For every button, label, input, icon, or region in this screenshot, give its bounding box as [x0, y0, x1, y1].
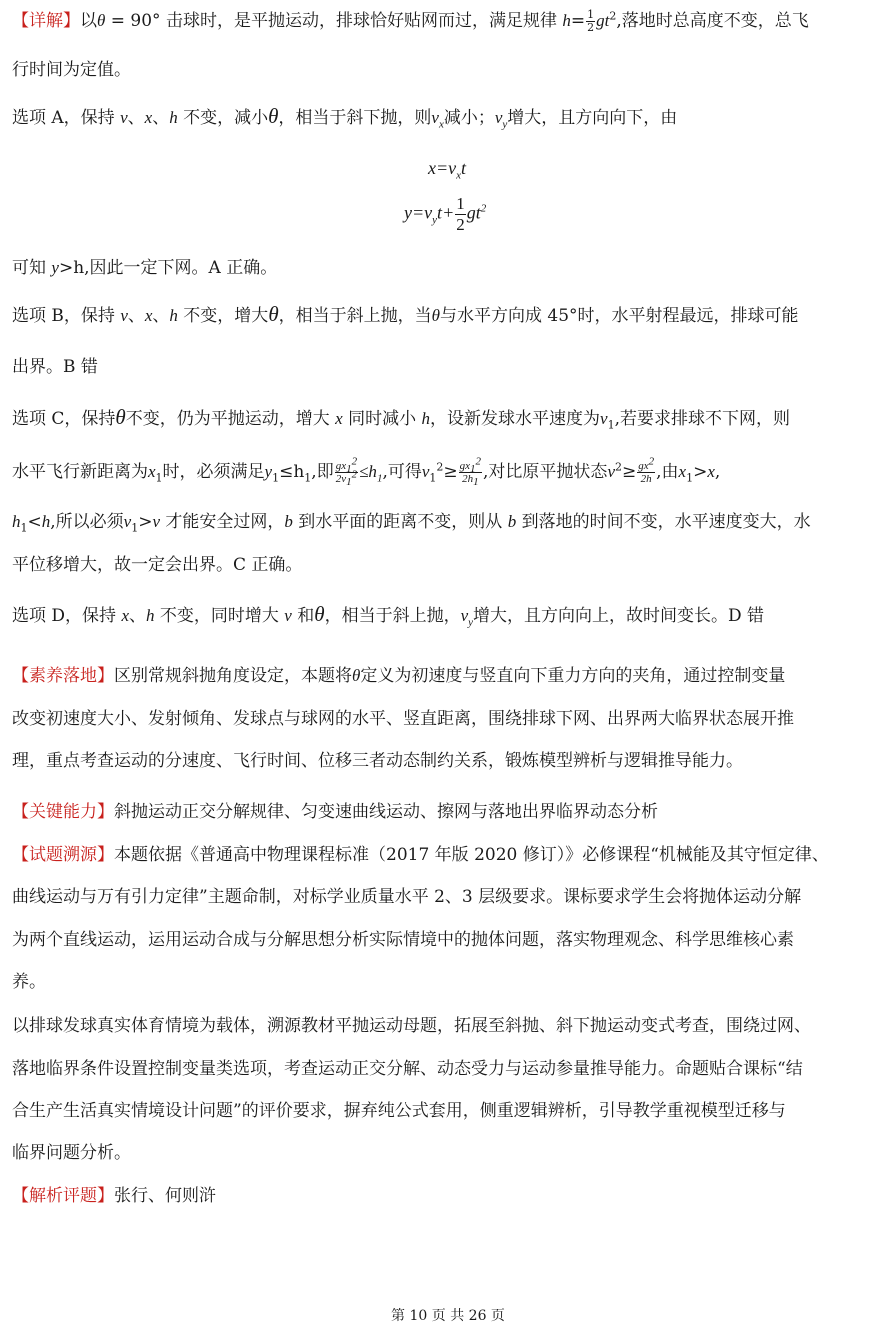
origin-p2-line-2: 落地临界条件设置控制变量类选项，考查运动正交分解、动态受力与运动参量推导能力。命题贴合课标“结 [12, 1059, 803, 1079]
review-line: 【解析评题】张行、何则浒 [12, 1186, 216, 1206]
detail-line-1: 【详解】以θ = 90° 击球时，是平抛运动，排球恰好贴网而过，满足规律 h= $\frac{1}{2}$ $gt^2$,落地时总高度不变，总飞 [12, 8, 809, 34]
option-a-line: 选项 A，保持 v、x、h 不变，减小θ，相当于斜下抛，则$v_x$减小；$v_y$增大，且方向向下，由 [12, 104, 678, 131]
option-d-line: 选项 D，保持 x、h 不变，同时增大 v 和θ，相当于斜上抛，$v_y$增大，且方向向上，故时间变长。D 错 [12, 602, 765, 629]
origin-line-2: 曲线运动与万有引力定律”主题命制，对标学业质量水平 2、3 层级要求。课标要求学生会将抛体运动分解 [12, 887, 802, 907]
option-b-line-2: 出界。B 错 [12, 357, 98, 377]
fraction-gx1-2h1: $\frac{gx_1^2}{2h_1}$ [459, 455, 482, 489]
option-c-line-3: $h_1<h$,所以必须$v_1>v$ 才能安全过网，b 到水平面的距离不变，则从 b 到落地的时间不变，水平速度变大，水 [12, 512, 811, 535]
option-a-conclusion: 可知 y>h,因此一定下网。A 正确。 [12, 258, 278, 278]
page-footer: 第 10 页 共 26 页 [391, 1308, 505, 1324]
detail-line-2: 行时间为定值。 [12, 60, 131, 80]
fraction-gx-2h: $\frac{gx^2}{2h}$ [638, 455, 655, 485]
literacy-tag: 【素养落地】 [12, 666, 114, 686]
origin-tag: 【试题溯源】 [12, 845, 114, 865]
origin-line-4: 养。 [12, 972, 46, 992]
literacy-line-2: 改变初速度大小、发射倾角、发球点与球网的水平、竖直距离，围绕排球下网、出界两大临界状态展开推 [12, 709, 794, 729]
fraction-gx1-2v1: $\frac{gx_1^2}{2v_1^2}$ [335, 455, 358, 489]
formula-y: $y=v_yt+$ $\frac{1}{2}$ $gt^2$ [404, 194, 487, 234]
ability-tag: 【关键能力】 [12, 802, 114, 822]
ability-line: 【关键能力】斜抛运动正交分解规律、匀变速曲线运动、擦网与落地出界临界动态分析 [12, 802, 658, 822]
origin-p2-line-1: 以排球发球真实体育情境为载体，溯源教材平抛运动母题，拓展至斜抛、斜下抛运动变式考查，围绕过网、 [12, 1016, 811, 1036]
origin-p2-line-3: 合生产生活真实情境设计问题”的评价要求，摒弃纯公式套用，侧重逻辑辨析，引导教学重视模型迁移与 [12, 1101, 786, 1121]
option-c-line-4: 平位移增大，故一定会出界。C 正确。 [12, 555, 303, 575]
literacy-line-3: 理，重点考查运动的分速度、飞行时间、位移三者动态制约关系，锻炼模型辨析与逻辑推导能力。 [12, 751, 743, 771]
review-tag: 【解析评题】 [12, 1186, 114, 1206]
fraction-half: $\frac{1}{2}$ [587, 8, 595, 34]
literacy-line-1: 【素养落地】区别常规斜抛角度设定，本题将θ定义为初速度与竖直向下重力方向的夹角，通过控制变量 [12, 666, 786, 686]
option-b-line-1: 选项 B，保持 v、x、h 不变，增大θ，相当于斜上抛，当θ与水平方向成 45°时，水平射程最远，排球可能 [12, 302, 799, 326]
option-c-line-2: 水平飞行新距离为$x_1$时，必须满足$y_1\le h_1$,即 $\frac{gx_1^2}{2v_1^2}$ $\le h_1$,可得$v_1^2\ge$ $\frac{gx_1^2}{2h_1}$ ,对比原平抛状态$v^2\ge$ $\frac{gx^2}{2h}$ ,由$x_1>x$, [12, 455, 721, 489]
origin-line-1: 【试题溯源】本题依据《普通高中物理课程标准（2017 年版 2020 修订）》必修课程“机械能及其守恒定律、 [12, 845, 829, 865]
origin-line-3: 为两个直线运动，运用运动合成与分解思想分析实际情境中的抛体问题，落实物理观念、科学思维核心素 [12, 930, 794, 950]
origin-p2-line-4: 临界问题分析。 [12, 1143, 131, 1163]
detail-tag: 【详解】 [12, 11, 80, 31]
option-c-line-1: 选项 C，保持θ不变，仍为平抛运动，增大 x 同时减小 h，设新发球水平速度为$v_1$,若要求排球不下网，则 [12, 405, 790, 432]
formula-x: $x=v_xt$ [428, 158, 467, 182]
